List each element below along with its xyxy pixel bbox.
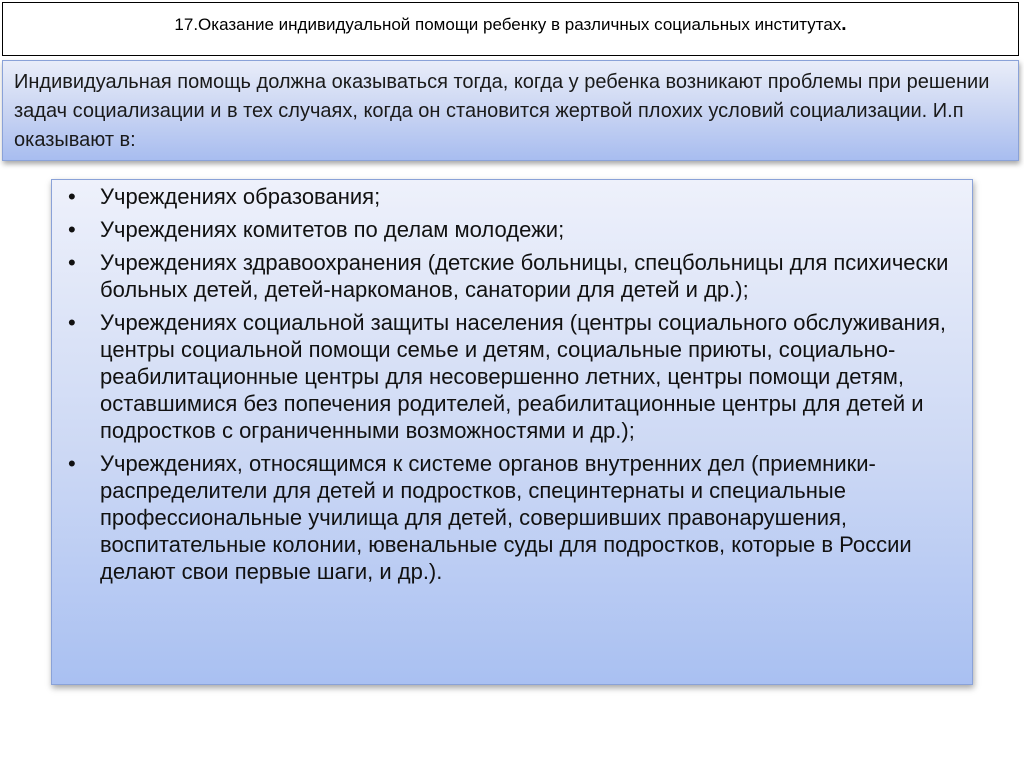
list-item-text: Учреждениях социальной защиты населения (центры социального обслуживания, центры социальной помощи семье и детям, социальные приюты, социально-реабилитационные центры для несовершенно летних, центры помощи детям, оставшимися без попечения родителей, реабилитационные центры для детей и подростков с ограниченными возможностями и др.); [100,310,947,443]
list-item-text: Учреждениях, относящимся к системе органов внутренних дел (приемники-распределители для детей и подростков, специнтернаты и специальные профессиональные училища для детей, совершивших правонарушения, воспитательные колонии, ювенальные суды для подростков, которые в России делают свои первые шаги, и др.). [100,451,912,584]
intro-text-box [2,60,1019,161]
slide-title-period: . [841,14,847,35]
bullet-icon: • [68,310,76,335]
list-item [68,450,960,585]
list-item-text: Учреждениях комитетов по делам молодежи; [100,217,565,242]
bullet-icon: • [68,250,76,275]
list-item [68,216,960,243]
intro-text: Индивидуальная помощь должна оказываться тогда, когда у ребенка возникают проблемы при решении задач социализации и в тех случаях, когда он становится жертвой плохих условий социализации. И.п оказывают в: [14,71,990,151]
institutions-list-box [51,179,973,685]
bullet-icon: • [68,184,76,209]
institutions-list [68,183,960,585]
list-item [68,309,960,444]
list-item-text: Учреждениях здравоохранения (детские больницы, спецбольницы для психически больных детей, детей-наркоманов, санатории для детей и др.); [100,250,949,302]
list-item-text: Учреждениях образования; [100,184,381,209]
bullet-icon: • [68,451,76,476]
slide-title-box [2,2,1019,56]
slide-title: 17.Оказание индивидуальной помощи ребенку в различных социальных институтах [174,15,842,34]
list-item [68,249,960,303]
list-item [68,183,960,210]
bullet-icon: • [68,217,76,242]
